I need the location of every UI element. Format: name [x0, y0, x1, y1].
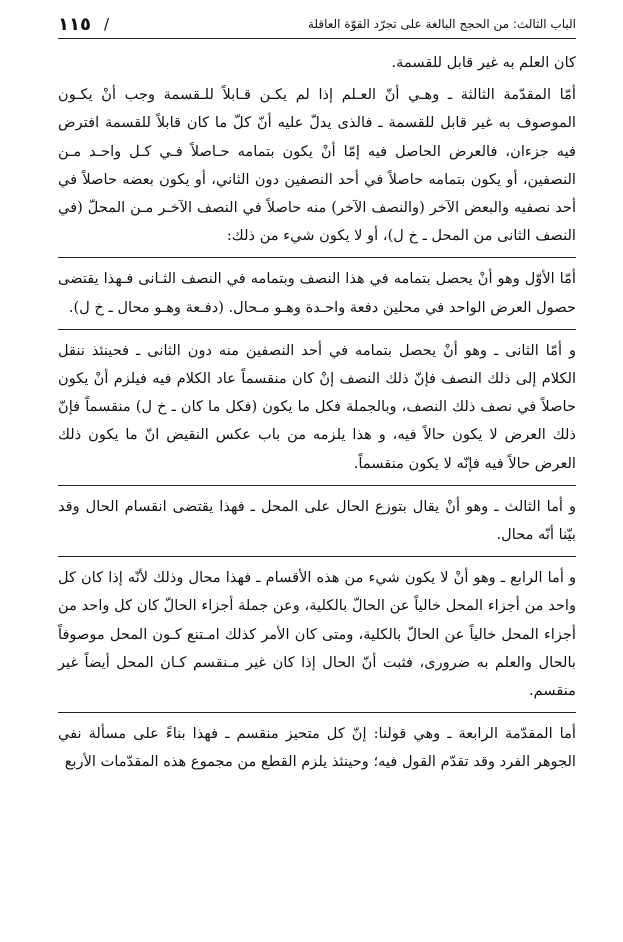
- paragraph: كان العلم به غير قابل للقسمة.: [391, 54, 576, 71]
- paragraph: و أما الثالث ـ وهو أنْ يقال بتوزع الحال على المحل ـ فهذا يقتضى انقسام الحال وقد بيّنا أنّه محال.: [58, 493, 576, 557]
- book-page: [58, 12, 576, 930]
- paragraph: أمّا الأوّل وهو أنْ يحصل بتمامه في هذا النصف وبتمامه في النصف الثـانى فـهذا يقتضى حصول العرض الواحد في محلين دفعة واحـدة وهـو مـحال. (دفـعة وهـو محال ـ خ ل).: [58, 265, 576, 329]
- paragraph: أما المقدّمة الرابعة ـ وهي قولنا: إنّ كل متحيز منقسم ـ فهذا بناءً على مسألة نفي الجوهر الفرد وقد تقدّم القول فيه؛ وحينئذ يلزم القطع من مجموع هذه المقدّمات الأربع: [58, 725, 576, 771]
- paragraph: و أمّا الثانى ـ وهو أنْ يحصل بتمامه في أحد النصفين منه دون الثانى ـ فحينئذ ننقل الكلام إلى ذلك النصف فإنّ ذلك النصف إنْ كان منقسماً عاد الكلام فيه فيلزم أنْ يكون حاصلاً في نصف ذلك النصف، وبالجملة فكل ما يكون (فكل ما كان ـ خ ل) منقسماً فإنّ ذلك العرض لا يكون حالاً فيه، و هذا يلزمه من باب عكس النقيض انّ ما يكون ذلك العرض حالاً فيه فإنّه لا يكون منقسماً.: [58, 337, 576, 486]
- running-header: [58, 12, 576, 39]
- paragraph: و أما الرابع ـ وهو أنْ لا يكون شيء من هذه الأقسام ـ فهذا محال وذلك لأنّه إذا كان كل واحد من أجزاء المحل خالياً عن الحالّ بالكلية، وعن جملة أجزاء الحالّ كان كل واحد من أجزاء المحل خالياً عن الحالّ بالكلية، ومتى كان الأمر كذلك امـتنع كـون المحل موصوفاً بالحال والعلم به ضرورى، فثبت أنّ الحال إذا كان غير مـنقسم كـان المحل أيضاً غير منقسم.: [58, 564, 576, 713]
- paragraph: أمّا المقدّمة الثالثة ـ وهـي أنّ العـلم إذا لم يكـن قـابلاً للـقسمة وجب أنْ يكـون الموصوف به غير قابل للقسمة ـ فالذى يدلّ عليه أنّ كلّ ما كان قابلاً للقسمة افترض فيه جزءان، فالعرض الحاصل فيه إمّا أنْ يكون بتمامه حـاصلاً فـي كـل واحـد مـن النصفين، أو يكون بتمامه حاصلاً في أحد النصفين دون الثاني، أو يكون بعضه حاصلاً في أحد نصفيه والبعض الآخر (والنصف الآخر) منه حاصلاً في النصف الآخـر مـن المحلّ (في النصف الثانى من المحل ـ خ ل)، أو لا يكون شيء من ذلك:: [58, 81, 576, 258]
- chapter-title: الباب الثالث: من الحجج البالغة على تجرّد القوّة العاقلة: [307, 17, 576, 31]
- header-separator: /: [104, 15, 110, 33]
- page-number: ١١٥: [58, 14, 91, 35]
- body-text: [58, 49, 576, 784]
